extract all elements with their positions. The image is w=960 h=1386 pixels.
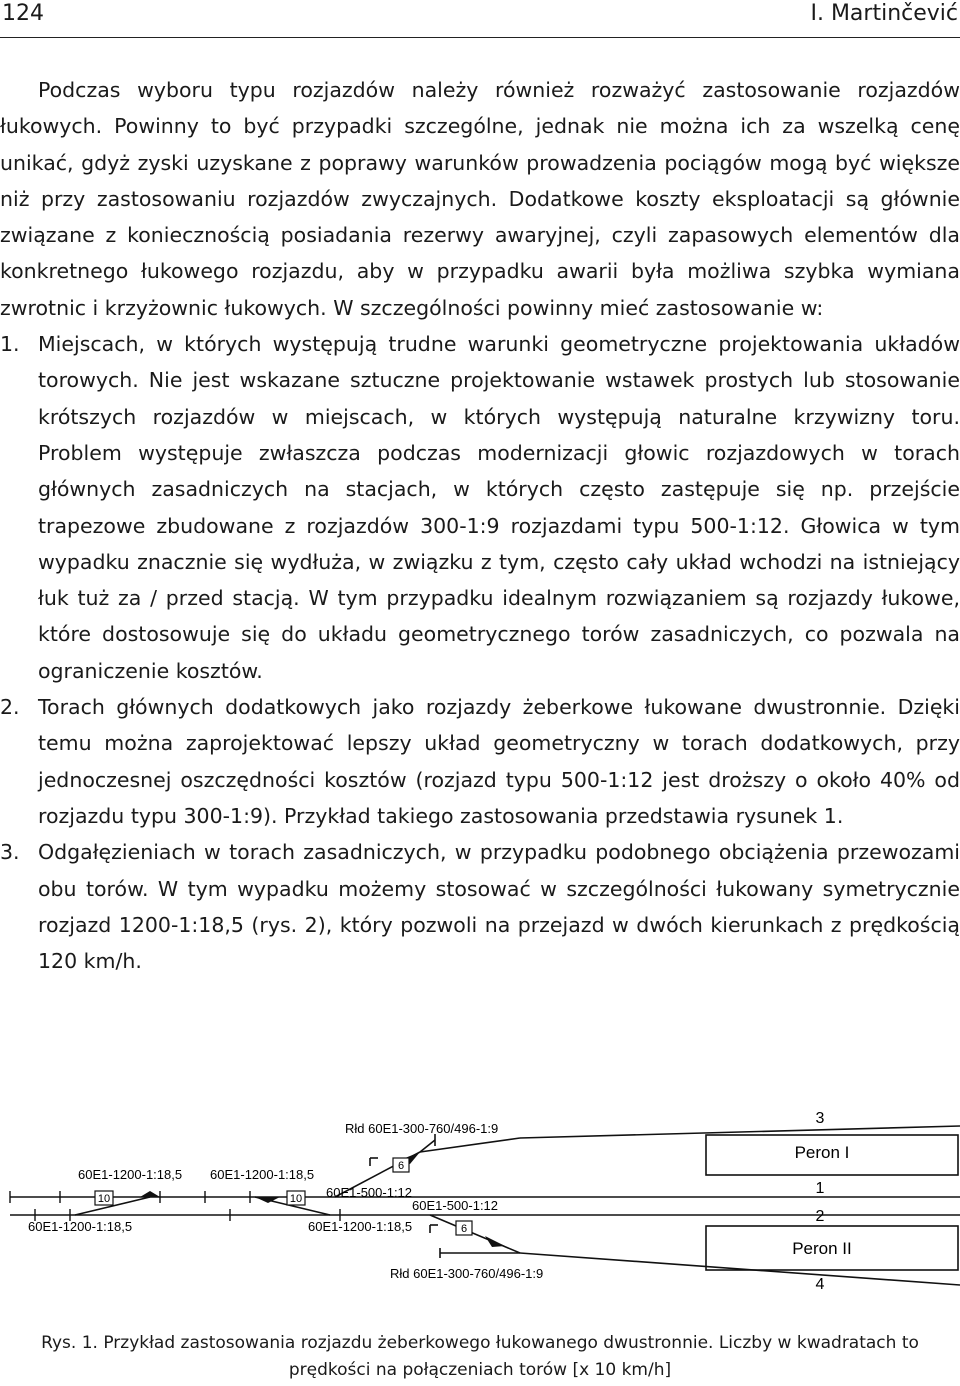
list-number: 2.: [0, 695, 20, 720]
switch-label-rld-top: Rłd 60E1-300-760/496-1:9: [345, 1121, 499, 1136]
speed-box: [393, 1158, 409, 1172]
track-layout-figure: [0, 1100, 960, 1300]
switch-label-1200-d: 60E1-1200-1:18,5: [308, 1219, 413, 1234]
list-item: [0, 834, 960, 979]
platform-2-label: Peron II: [792, 1239, 852, 1258]
speed-box: [95, 1191, 113, 1205]
frog: [140, 1191, 160, 1197]
switch-label-1200-a: 60E1-1200-1:18,5: [78, 1167, 183, 1182]
switch-label-500-b: 60E1-500-1:12: [412, 1198, 499, 1213]
figure-caption: [0, 1330, 960, 1384]
caption-line-1: Rys. 1. Przykład zastosowania rozjazdu żeberkowego łukowanego dwustronnie. Liczby w kwadratach to: [41, 1333, 919, 1353]
track-2-label: 2: [815, 1208, 825, 1225]
intro-paragraph: Podczas wyboru typu rozjazdów należy również rozważyć zastosowanie rozjazdów łukowych. Powinny to być przypadki szczególne, jednak nie można ich za wszelką cenę unikać, gdyż zyski uzyskane z poprawy warunków prowadzenia pociągów mogą być większe niż przy zastosowaniu rozjazdów zwyczajnych. Dodatkowe koszty eksploatacji są głównie związane z koniecznością posiadania rezerwy awaryjnej, czyli zapasowych elementów dla konkretnego łukowego rozjazdu, aby w przypadku awarii była możliwa szybka wymiana zwrotnic i krzyżownic łukowych. W szczególności powinny mieć zastosowanie w:: [0, 78, 960, 320]
platform-1-label: Peron I: [794, 1143, 850, 1162]
page-number: 124: [2, 1, 44, 26]
track-4-label: 4: [815, 1276, 825, 1293]
speed-box: [456, 1221, 472, 1235]
speed-value: 10: [289, 1193, 303, 1205]
switch-label-500-a: 60E1-500-1:12: [326, 1185, 413, 1200]
speed-value: 6: [460, 1223, 468, 1235]
page-header: [0, 0, 960, 38]
list-number: 3.: [0, 840, 20, 865]
speed-box: [287, 1191, 305, 1205]
running-head-author: I. Martinčević: [810, 1, 958, 26]
switch-label-1200-c: 60E1-1200-1:18,5: [28, 1219, 133, 1234]
body-text: [0, 72, 960, 979]
header-rule: [0, 37, 960, 38]
branch-lower: [430, 1215, 520, 1253]
track-4-line: [520, 1253, 960, 1285]
switch-label-1200-b: 60E1-1200-1:18,5: [210, 1167, 315, 1182]
list-text: Odgałęzieniach w torach zasadniczych, w przypadku podobnego obciążenia przewozami obu torów. W tym wypadku możemy stosować w szczególności łukowany symetrycznie rozjazd 1200-1:18,5 (rys. 2), który pozwoli na przejazd w dwóch kierunkach z prędkością 120 km/h.: [38, 840, 960, 974]
switch-label-rld-bottom: Rłd 60E1-300-760/496-1:9: [390, 1266, 544, 1281]
caption-line-2: prędkości na połączeniach torów [x 10 km/h]: [288, 1360, 672, 1380]
track-diagram: [0, 1100, 960, 1300]
speed-value: 6: [397, 1160, 405, 1172]
list-item: [0, 689, 960, 834]
list-item: [0, 326, 960, 689]
list-text: Miejscach, w których występują trudne warunki geometryczne projektowania układów torowych. Nie jest wskazane sztuczne projektowanie wstawek prostych lub stosowanie krótszych rozjazdów w miejscach, w których występują naturalne krzywizny toru. Problem występuje zwłaszcza podczas modernizacji głowic rozjazdowych w torach głównych zasadniczych na stacjach, w których często zastępuje się np. przejście trapezowe zbudowane z rozjazdów 300-1:9 rozjazdami typu 500-1:12. Głowica w tym wypadku znacznie się wydłuża, w związku z tym, często cały układ wchodzi na istniejący łuk tuż za / przed stacją. W tym przypadku idealnym rozwiązaniem są rozjazdy łukowe, które dostosowuje się do układu geometrycznego torów zasadniczych, co pozwala na ograniczenie kosztów.: [38, 332, 960, 683]
frog: [485, 1236, 505, 1247]
list-text: Torach głównych dodatkowych jako rozjazdy żeberkowe łukowane dwustronnie. Dzięki temu można zaprojektować lepszy układ geometryczny w torach dodatkowych, przy jednoczesnej oszczędności kosztów (rozjazd typu 500-1:12 jest droższy o około 40% od rozjazdu typu 300-1:9). Przykład takiego zastosowania przedstawia rysunek 1.: [38, 695, 960, 828]
track-1-label: 1: [815, 1180, 825, 1197]
track-3-label: 3: [815, 1110, 825, 1127]
application-list: [0, 326, 960, 979]
list-number: 1.: [0, 332, 20, 357]
track-3-line: [520, 1126, 960, 1138]
speed-value: 10: [97, 1193, 111, 1205]
